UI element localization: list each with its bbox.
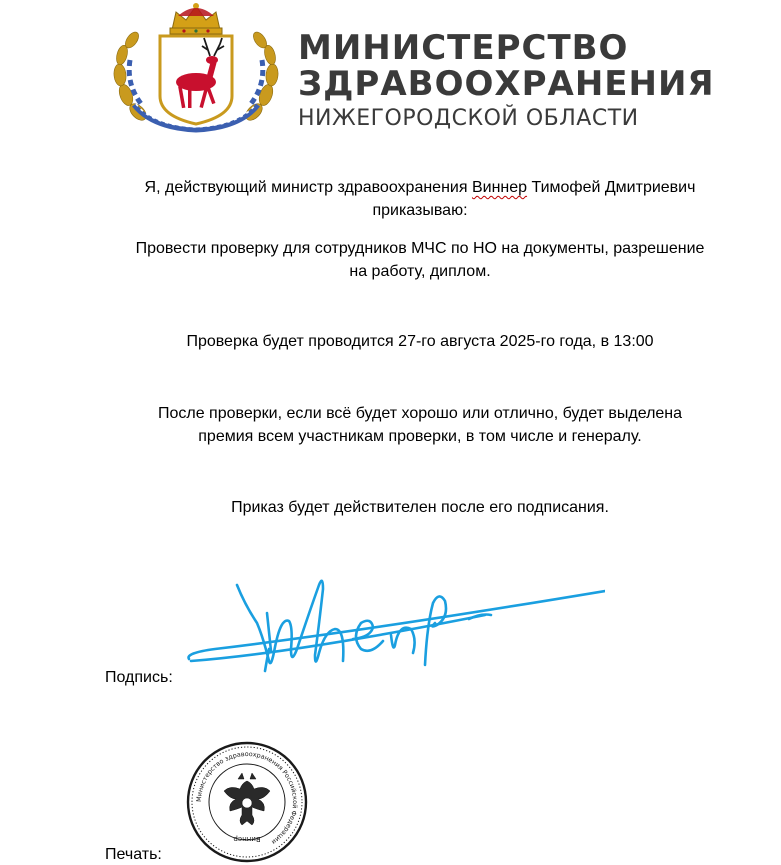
official-stamp-icon [186, 741, 308, 863]
bonus-line-1: После проверки, если всё будет хорошо или отлично, будет выделена [157, 405, 683, 422]
title-line-1: МИНИСТЕРСТВО [298, 28, 629, 68]
task-line-1: Провести проверку для сотрудников МЧС по НО на документы, разрешение [135, 240, 705, 257]
stamp-label: Печать: [105, 846, 162, 863]
title-subtitle: НИЖЕГОРОДСКОЙ ОБЛАСТИ [298, 106, 639, 131]
title-line-2: ЗДРАВООХРАНЕНИЯ [298, 64, 715, 104]
schedule-text: Проверка будет проводится 27-го августа 2025-го года, в 13:00 [186, 333, 654, 350]
bonus-line-2: премия всем участникам проверки, в том числе и генералу. [198, 428, 642, 445]
ministry-title [298, 30, 738, 132]
order-schedule [60, 330, 780, 353]
intro-prefix: Я, действующий министр здравоохранения [144, 179, 472, 196]
nizhny-novgorod-crest-icon [112, 0, 280, 134]
validity-text: Приказ будет действителен после его подписания. [231, 499, 609, 516]
order-command: приказываю: [372, 202, 468, 219]
handwritten-signature [185, 565, 605, 680]
signature-label: Подпись: [105, 669, 173, 686]
task-line-2: на работу, диплом. [349, 263, 491, 280]
stamp-center-text: Виннер [233, 835, 261, 843]
minister-surname: Виннер [471, 179, 528, 196]
order-intro [60, 176, 780, 222]
order-bonus [60, 402, 780, 448]
order-task [60, 237, 780, 283]
order-validity [60, 496, 780, 519]
intro-suffix: Тимофей Дмитриевич [527, 179, 696, 196]
stamp-ring-text: Министерство здравоохранения Российской Федерации [194, 749, 300, 847]
